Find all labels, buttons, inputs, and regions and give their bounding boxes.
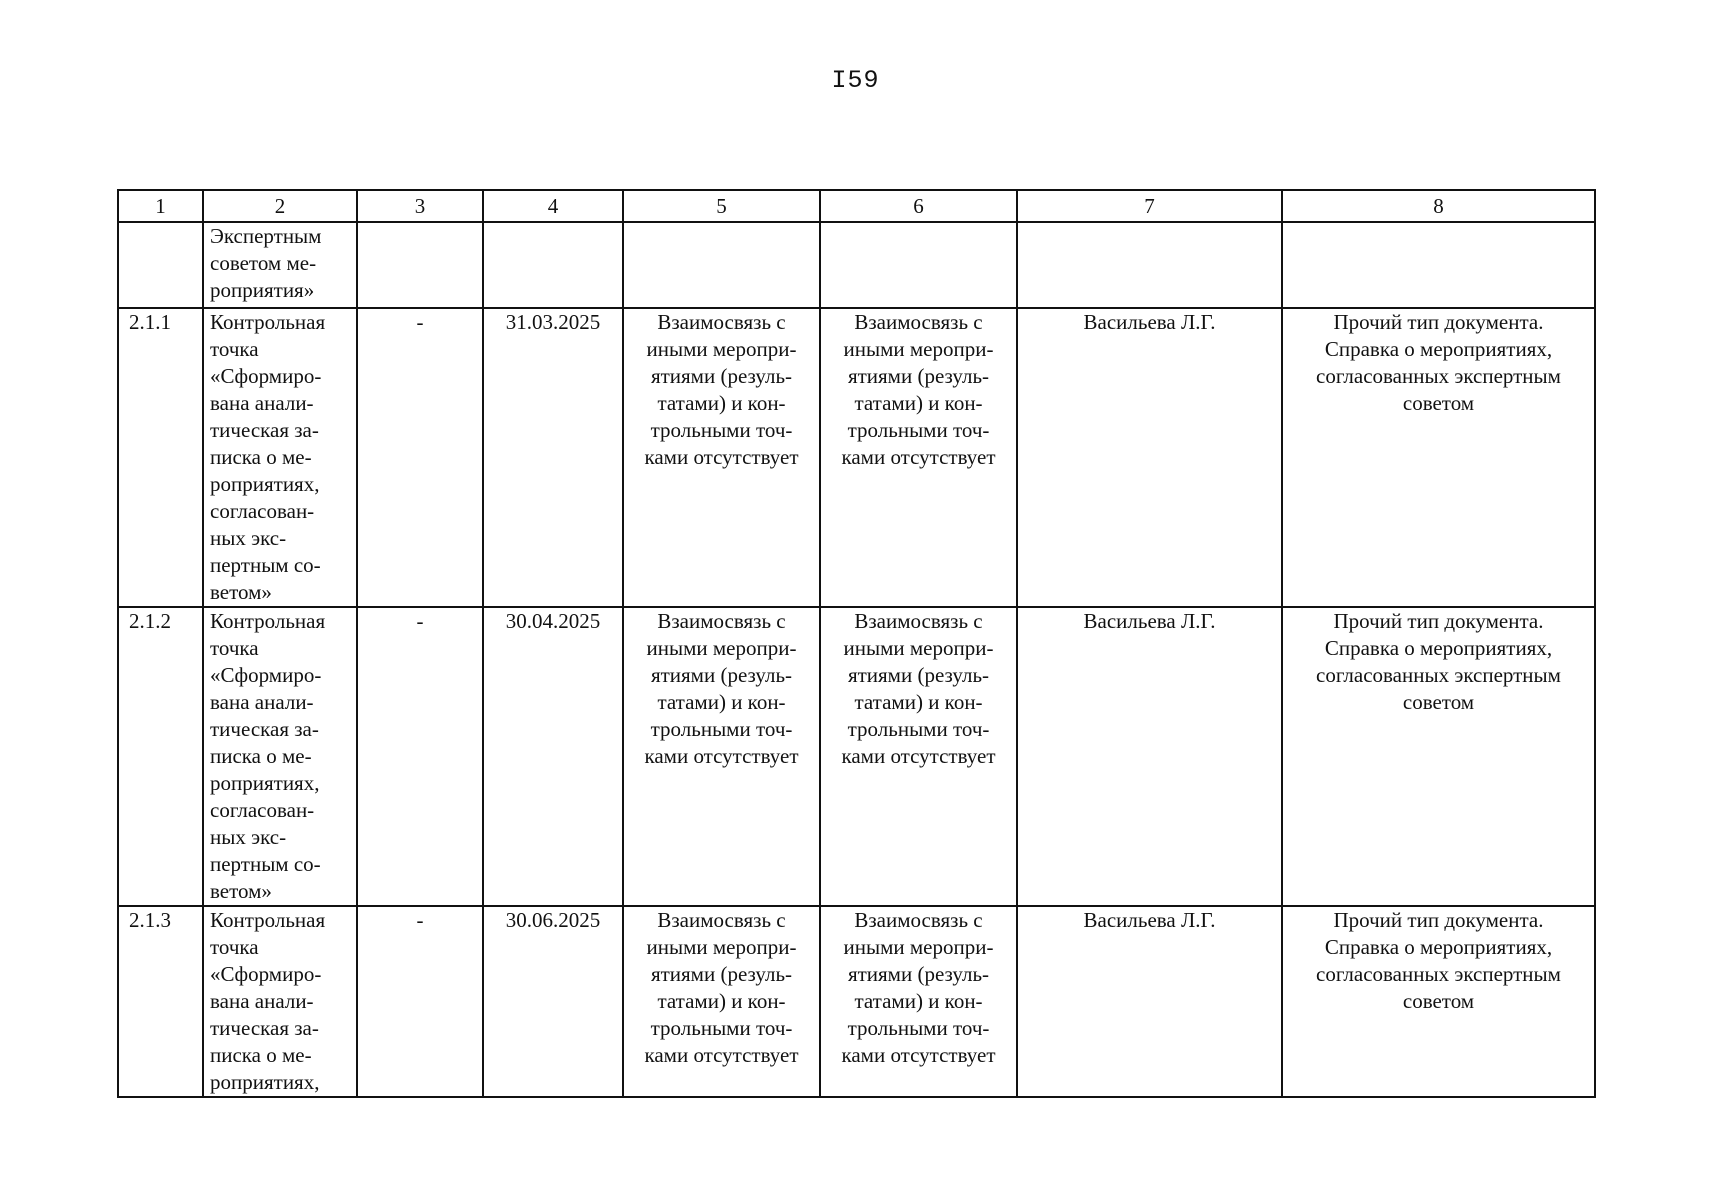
cell-text-line: татами) и кон- — [657, 989, 786, 1013]
column-header: 6 — [820, 190, 1017, 222]
cell-name — [203, 222, 357, 308]
cell-text-line: точка — [210, 935, 259, 959]
cell-text-line: иными меропри- — [843, 636, 994, 660]
cell-text-line: ветом» — [210, 580, 272, 604]
column-header: 2 — [203, 190, 357, 222]
cell-text-line: татами) и кон- — [854, 989, 983, 1013]
cell-number: 2.1.3 — [118, 906, 203, 1097]
cell-text-line: ками отсутствует — [644, 744, 799, 768]
cell-text-line: иными меропри- — [646, 935, 797, 959]
cell-text-line: ятиями (резуль- — [650, 364, 793, 388]
cell-col3 — [357, 222, 483, 308]
table-row — [118, 607, 1595, 906]
cell-text-line: трольными точ- — [650, 418, 793, 442]
column-header: 8 — [1282, 190, 1595, 222]
table-header-row — [118, 190, 1595, 222]
cell-text-line: «Сформиро- — [210, 962, 322, 986]
cell-text-line: вана анали- — [210, 391, 314, 415]
cell-text-line: роприятиях, — [210, 771, 320, 795]
cell-relation-2 — [820, 222, 1017, 308]
table-row — [118, 906, 1595, 1097]
cell-text-line: трольными точ- — [650, 1016, 793, 1040]
cell-name — [203, 906, 357, 1097]
cell-text-line: тическая за- — [210, 1016, 319, 1040]
cell-text-line: советом — [1402, 690, 1475, 714]
cell-text-line: Контрольная — [210, 609, 326, 633]
cell-text-line: тическая за- — [210, 418, 319, 442]
cell-text-line: роприятиях, — [210, 472, 320, 496]
cell-text-line: согласован- — [210, 499, 315, 523]
cell-text-line: советом — [1402, 989, 1475, 1013]
cell-text-line: ятиями (резуль- — [650, 663, 793, 687]
cell-text-line: трольными точ- — [847, 1016, 990, 1040]
cell-date: 30.04.2025 — [483, 607, 623, 906]
cell-text-line: ками отсутствует — [644, 1043, 799, 1067]
cell-text-line: ками отсутствует — [644, 445, 799, 469]
cell-text-line: Справка о мероприятиях, — [1324, 935, 1553, 959]
cell-text-line: согласованных экспертным — [1316, 364, 1561, 388]
cell-text-line: ветом» — [210, 879, 272, 903]
cell-text-line: тическая за- — [210, 717, 319, 741]
cell-col3: - — [357, 308, 483, 607]
cell-name — [203, 308, 357, 607]
cell-number: 2.1.2 — [118, 607, 203, 906]
cell-text-line: согласован- — [210, 798, 315, 822]
cell-text-line: ятиями (резуль- — [650, 962, 793, 986]
cell-text-line: Взаимосвязь с — [854, 908, 983, 932]
cell-text-line: Прочий тип документа. — [1333, 609, 1544, 633]
cell-text-line: пертным со- — [210, 852, 321, 876]
cell-text-line: татами) и кон- — [657, 690, 786, 714]
cell-text-line: трольными точ- — [847, 418, 990, 442]
cell-text-line: Справка о мероприятиях, — [1324, 337, 1553, 361]
cell-responsible — [1017, 222, 1282, 308]
cell-document — [1282, 222, 1595, 308]
cell-relation-1 — [623, 308, 820, 607]
cell-text-line: роприятиях, — [210, 1070, 320, 1094]
cell-text-line: Взаимосвязь с — [657, 609, 786, 633]
cell-document — [1282, 906, 1595, 1097]
cell-text-line: советом — [1402, 391, 1475, 415]
cell-text-line: точка — [210, 337, 259, 361]
cell-relation-2 — [820, 607, 1017, 906]
cell-text-line: иными меропри- — [646, 636, 797, 660]
column-header: 4 — [483, 190, 623, 222]
cell-text-line: Прочий тип документа. — [1333, 908, 1544, 932]
cell-text-line: иными меропри- — [843, 935, 994, 959]
page-number: I59 — [831, 66, 880, 95]
cell-text-line: писка о ме- — [210, 445, 312, 469]
cell-text-line: Взаимосвязь с — [854, 609, 983, 633]
cell-number: 2.1.1 — [118, 308, 203, 607]
cell-text-line: «Сформиро- — [210, 364, 322, 388]
cell-text-line: трольными точ- — [650, 717, 793, 741]
cell-name — [203, 607, 357, 906]
cell-text-line: Взаимосвязь с — [657, 310, 786, 334]
cell-text-line: Экспертным — [210, 224, 322, 248]
cell-text-line: точка — [210, 636, 259, 660]
cell-text-line: татами) и кон- — [854, 690, 983, 714]
cell-relation-1 — [623, 607, 820, 906]
cell-text-line: ятиями (резуль- — [847, 364, 990, 388]
cell-text-line: Контрольная — [210, 908, 326, 932]
column-header: 5 — [623, 190, 820, 222]
cell-text-line: «Сформиро- — [210, 663, 322, 687]
cell-relation-1 — [623, 906, 820, 1097]
cell-col3: - — [357, 607, 483, 906]
plan-table — [117, 189, 1596, 1098]
column-header: 7 — [1017, 190, 1282, 222]
cell-relation-1 — [623, 222, 820, 308]
cell-relation-2 — [820, 906, 1017, 1097]
cell-text-line: вана анали- — [210, 690, 314, 714]
table-row-continuation — [118, 222, 1595, 308]
column-header: 1 — [118, 190, 203, 222]
cell-date: 30.06.2025 — [483, 906, 623, 1097]
cell-text-line: пертным со- — [210, 553, 321, 577]
cell-text-line: согласованных экспертным — [1316, 663, 1561, 687]
cell-text-line: трольными точ- — [847, 717, 990, 741]
cell-text-line: Справка о мероприятиях, — [1324, 636, 1553, 660]
cell-text-line: ятиями (резуль- — [847, 663, 990, 687]
cell-text-line: вана анали- — [210, 989, 314, 1013]
cell-number — [118, 222, 203, 308]
cell-text-line: ками отсутствует — [841, 1043, 996, 1067]
cell-text-line: Взаимосвязь с — [657, 908, 786, 932]
cell-text-line: татами) и кон- — [854, 391, 983, 415]
cell-text-line: писка о ме- — [210, 1043, 312, 1067]
cell-document — [1282, 308, 1595, 607]
cell-text-line: ятиями (резуль- — [847, 962, 990, 986]
cell-text-line: согласованных экспертным — [1316, 962, 1561, 986]
cell-text-line: ками отсутствует — [841, 445, 996, 469]
cell-text-line: Взаимосвязь с — [854, 310, 983, 334]
cell-text-line: иными меропри- — [646, 337, 797, 361]
cell-date: 31.03.2025 — [483, 308, 623, 607]
cell-text-line: Прочий тип документа. — [1333, 310, 1544, 334]
cell-responsible: Васильева Л.Г. — [1017, 607, 1282, 906]
cell-text-line: ных экс- — [210, 825, 287, 849]
cell-date — [483, 222, 623, 308]
cell-document — [1282, 607, 1595, 906]
cell-text-line: роприятия» — [210, 278, 315, 302]
cell-responsible: Васильева Л.Г. — [1017, 308, 1282, 607]
cell-text-line: Контрольная — [210, 310, 326, 334]
cell-text-line: ных экс- — [210, 526, 287, 550]
cell-text-line: советом ме- — [210, 251, 317, 275]
cell-text-line: ками отсутствует — [841, 744, 996, 768]
cell-relation-2 — [820, 308, 1017, 607]
column-header: 3 — [357, 190, 483, 222]
cell-text-line: татами) и кон- — [657, 391, 786, 415]
cell-text-line: иными меропри- — [843, 337, 994, 361]
cell-text-line: писка о ме- — [210, 744, 312, 768]
table-row — [118, 308, 1595, 607]
cell-responsible: Васильева Л.Г. — [1017, 906, 1282, 1097]
cell-col3: - — [357, 906, 483, 1097]
